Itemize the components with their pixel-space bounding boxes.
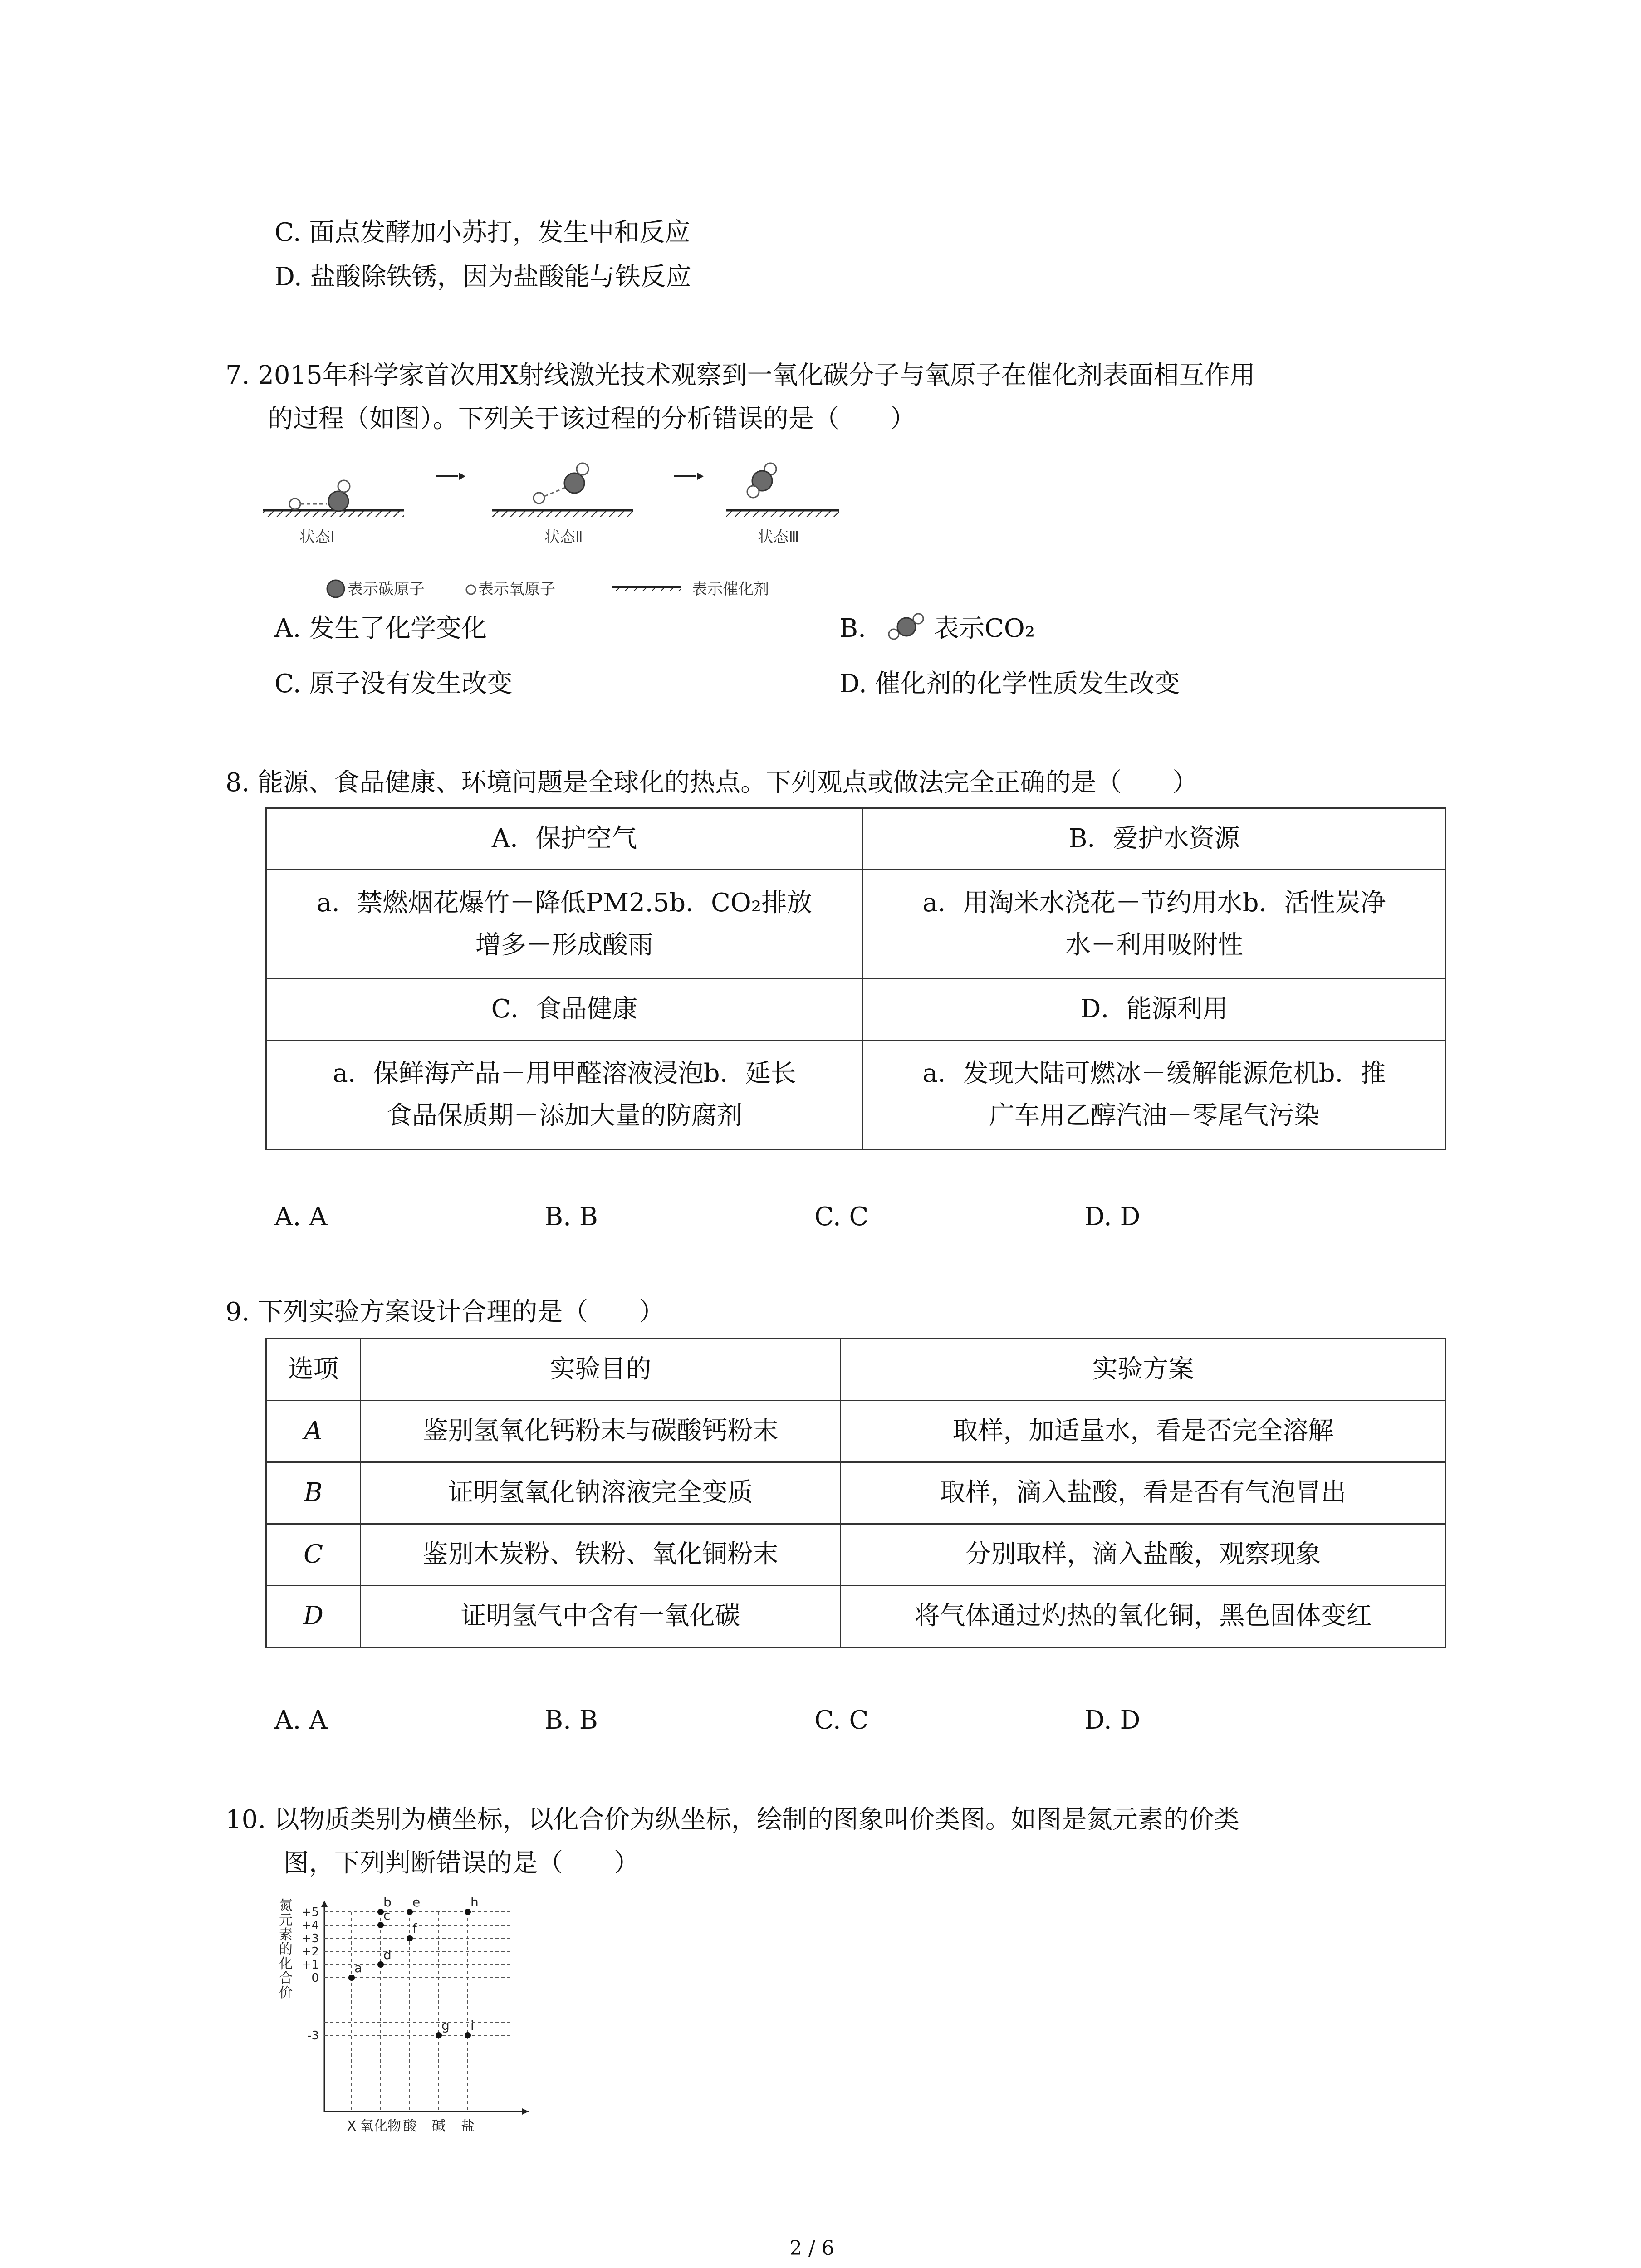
state2-figure <box>492 463 633 517</box>
y-tick-label: +1 <box>301 1958 319 1972</box>
q9-row-b-purpose: 证明氢氧化钠溶液完全变质 <box>361 1462 841 1524</box>
data-label-c: c <box>383 1908 391 1923</box>
q8-stem: 8. 能源、食品健康、环境问题是全球化的热点。下列观点或做法完全正确的是（ ） <box>225 768 1198 797</box>
y-axis-title-char: 合 <box>279 1970 293 1986</box>
data-point-d <box>377 1961 384 1968</box>
q9-row-d-plan: 将气体通过灼热的氧化铜，黑色固体变红 <box>841 1586 1446 1647</box>
state1-figure <box>263 480 404 517</box>
q9-stem: 9. 下列实验方案设计合理的是（ ） <box>225 1297 665 1327</box>
q9-header-option: 选项 <box>266 1339 361 1401</box>
q8-choice-b: B. B <box>544 1202 598 1232</box>
data-point-c <box>377 1922 384 1928</box>
q9-row-c-plan: 分别取样，滴入盐酸，观察现象 <box>841 1524 1446 1586</box>
legend-catalyst: 表示催化剂 <box>692 580 769 598</box>
carbon-atom-icon <box>327 580 344 597</box>
q8-c-head: C．食品健康 <box>266 979 863 1041</box>
q8-a-line1: a．禁燃烟花爆竹－降低PM2.5b．CO₂排放 <box>316 888 813 918</box>
q6-option-c: C. 面点发酵加小苏打，发生中和反应 <box>274 218 691 247</box>
data-label-h: h <box>470 1895 479 1910</box>
q8-choice-c: C. C <box>814 1202 869 1232</box>
x-tick-label: 氧化物 <box>360 2118 401 2134</box>
table-row <box>266 1462 1446 1524</box>
q7-stem-line1: 7. 2015年科学家首次用X射线激光技术观察到一氧化碳分子与氧原子在催化剂表面相互作用 <box>225 361 1255 390</box>
data-point-a <box>348 1975 355 1981</box>
state3-label: 状态Ⅲ <box>758 528 799 546</box>
arrow-icon <box>436 473 465 480</box>
oxygen-atom-icon <box>466 585 475 594</box>
state2-label: 状态Ⅱ <box>544 528 583 546</box>
data-point-i <box>465 2032 471 2038</box>
data-point-h <box>465 1909 471 1915</box>
valence-class-chart <box>274 1894 556 2148</box>
y-axis-title-char: 元 <box>279 1912 293 1928</box>
q6-option-d: D. 盐酸除铁锈，因为盐酸能与铁反应 <box>274 262 691 292</box>
y-tick-label: +5 <box>301 1906 319 1919</box>
q9-row-d-purpose: 证明氢气中含有一氧化碳 <box>361 1586 841 1647</box>
catalyst-icon <box>612 587 681 591</box>
q9-row-a-option: A <box>266 1401 361 1462</box>
page-number: 2 / 6 <box>789 2237 834 2260</box>
y-axis-arrow-icon <box>321 1901 328 1907</box>
q8-b-head: B．爱护水资源 <box>863 808 1446 870</box>
q8-b-line1: a．用淘米水浇花－节约用水b．活性炭净 <box>922 888 1386 918</box>
y-axis-title-char: 化 <box>279 1956 293 1972</box>
q9-row-c-purpose: 鉴别木炭粉、铁粉、氧化铜粉末 <box>361 1524 841 1586</box>
q7-option-b-text: 表示CO₂ <box>934 614 1035 643</box>
q8-a-head: A．保护空气 <box>266 808 863 870</box>
data-label-d: d <box>383 1947 392 1962</box>
q8-a-body <box>266 870 863 979</box>
q9-row-c-option: C <box>266 1524 361 1586</box>
data-point-b <box>377 1909 384 1915</box>
state1-label: 状态Ⅰ <box>299 528 335 546</box>
q8-table <box>265 807 1446 1150</box>
data-point-f <box>407 1935 413 1941</box>
x-axis-arrow-icon <box>522 2108 529 2115</box>
q9-choice-c: C. C <box>814 1706 869 1735</box>
y-axis-title-char: 氮 <box>279 1898 293 1914</box>
data-label-f: f <box>412 1921 417 1936</box>
q8-c-line1: a．保鲜海产品－用甲醛溶液浸泡b．延长 <box>333 1059 796 1089</box>
y-tick-label: 0 <box>311 1971 319 1985</box>
q9-header-plan: 实验方案 <box>841 1339 1446 1401</box>
table-row <box>266 1524 1446 1586</box>
y-axis-title-char: 素 <box>279 1927 293 1943</box>
data-label-b: b <box>383 1895 392 1910</box>
x-tick-label: 酸 <box>403 2118 416 2134</box>
q9-header-purpose: 实验目的 <box>361 1339 841 1401</box>
q9-table <box>265 1338 1446 1648</box>
q8-d-head: D．能源利用 <box>863 979 1446 1041</box>
q7-option-d: D. 催化剂的化学性质发生改变 <box>839 669 1180 699</box>
co2-molecule-icon <box>884 611 929 647</box>
q8-b-line2: 水－利用吸附性 <box>1065 930 1243 960</box>
q9-choice-b: B. B <box>544 1706 598 1735</box>
y-tick-label: +4 <box>301 1919 319 1932</box>
q7-option-a: A. 发生了化学变化 <box>274 614 487 643</box>
q9-row-b-option: B <box>266 1462 361 1524</box>
q9-choice-a: A. A <box>274 1706 328 1735</box>
q8-d-line1: a．发现大陆可燃冰－缓解能源危机b．推 <box>922 1059 1386 1089</box>
q8-choice-d: D. D <box>1084 1202 1141 1232</box>
legend-carbon: 表示碳原子 <box>348 580 425 598</box>
x-tick-label: 碱 <box>432 2118 446 2134</box>
data-point-e <box>407 1909 413 1915</box>
q7-stem-line2: 的过程（如图）。下列关于该过程的分析错误的是（ ） <box>268 404 916 434</box>
data-label-e: e <box>412 1895 421 1910</box>
q9-choice-d: D. D <box>1084 1706 1141 1735</box>
y-tick-label: +2 <box>301 1945 319 1959</box>
x-tick-label: X <box>347 2118 357 2134</box>
arrow-icon <box>674 473 704 480</box>
legend-oxygen: 表示氧原子 <box>478 580 555 598</box>
state3-figure <box>726 463 839 517</box>
q8-b-body <box>863 870 1446 979</box>
data-label-a: a <box>354 1960 362 1975</box>
q10-stem-line1: 10. 以物质类别为横坐标，以化合价为纵坐标，绘制的图象叫价类图。如图是氮元素的价类 <box>225 1805 1239 1834</box>
y-axis-title-char: 价 <box>279 1985 293 2001</box>
y-tick-label: +3 <box>301 1932 319 1945</box>
q9-row-d-option: D <box>266 1586 361 1647</box>
q9-row-b-plan: 取样，滴入盐酸，看是否有气泡冒出 <box>841 1462 1446 1524</box>
q9-row-a-purpose: 鉴别氢氧化钙粉末与碳酸钙粉末 <box>361 1401 841 1462</box>
q10-stem-line2: 图，下列判断错误的是（ ） <box>284 1848 639 1878</box>
q8-c-body <box>266 1041 863 1149</box>
y-axis-title-char: 的 <box>279 1941 293 1957</box>
q7-figure <box>263 458 853 612</box>
data-point-g <box>436 2032 442 2038</box>
x-tick-label: 盐 <box>461 2118 475 2134</box>
q7-option-b-prefix: B. <box>839 614 866 643</box>
q8-choice-a: A. A <box>274 1202 328 1232</box>
data-label-i: i <box>470 2018 474 2033</box>
table-row <box>266 1586 1446 1647</box>
q7-option-c: C. 原子没有发生改变 <box>274 669 513 699</box>
q9-row-a-plan: 取样，加适量水，看是否完全溶解 <box>841 1401 1446 1462</box>
q8-c-line2: 食品保质期－添加大量的防腐剂 <box>387 1100 742 1130</box>
data-label-g: g <box>441 2018 450 2033</box>
q8-d-line2: 广车用乙醇汽油－零尾气污染 <box>989 1100 1319 1130</box>
q8-d-body <box>863 1041 1446 1149</box>
table-row <box>266 1401 1446 1462</box>
y-tick-label: -3 <box>307 2029 319 2043</box>
q8-a-line2: 增多－形成酸雨 <box>475 930 653 960</box>
